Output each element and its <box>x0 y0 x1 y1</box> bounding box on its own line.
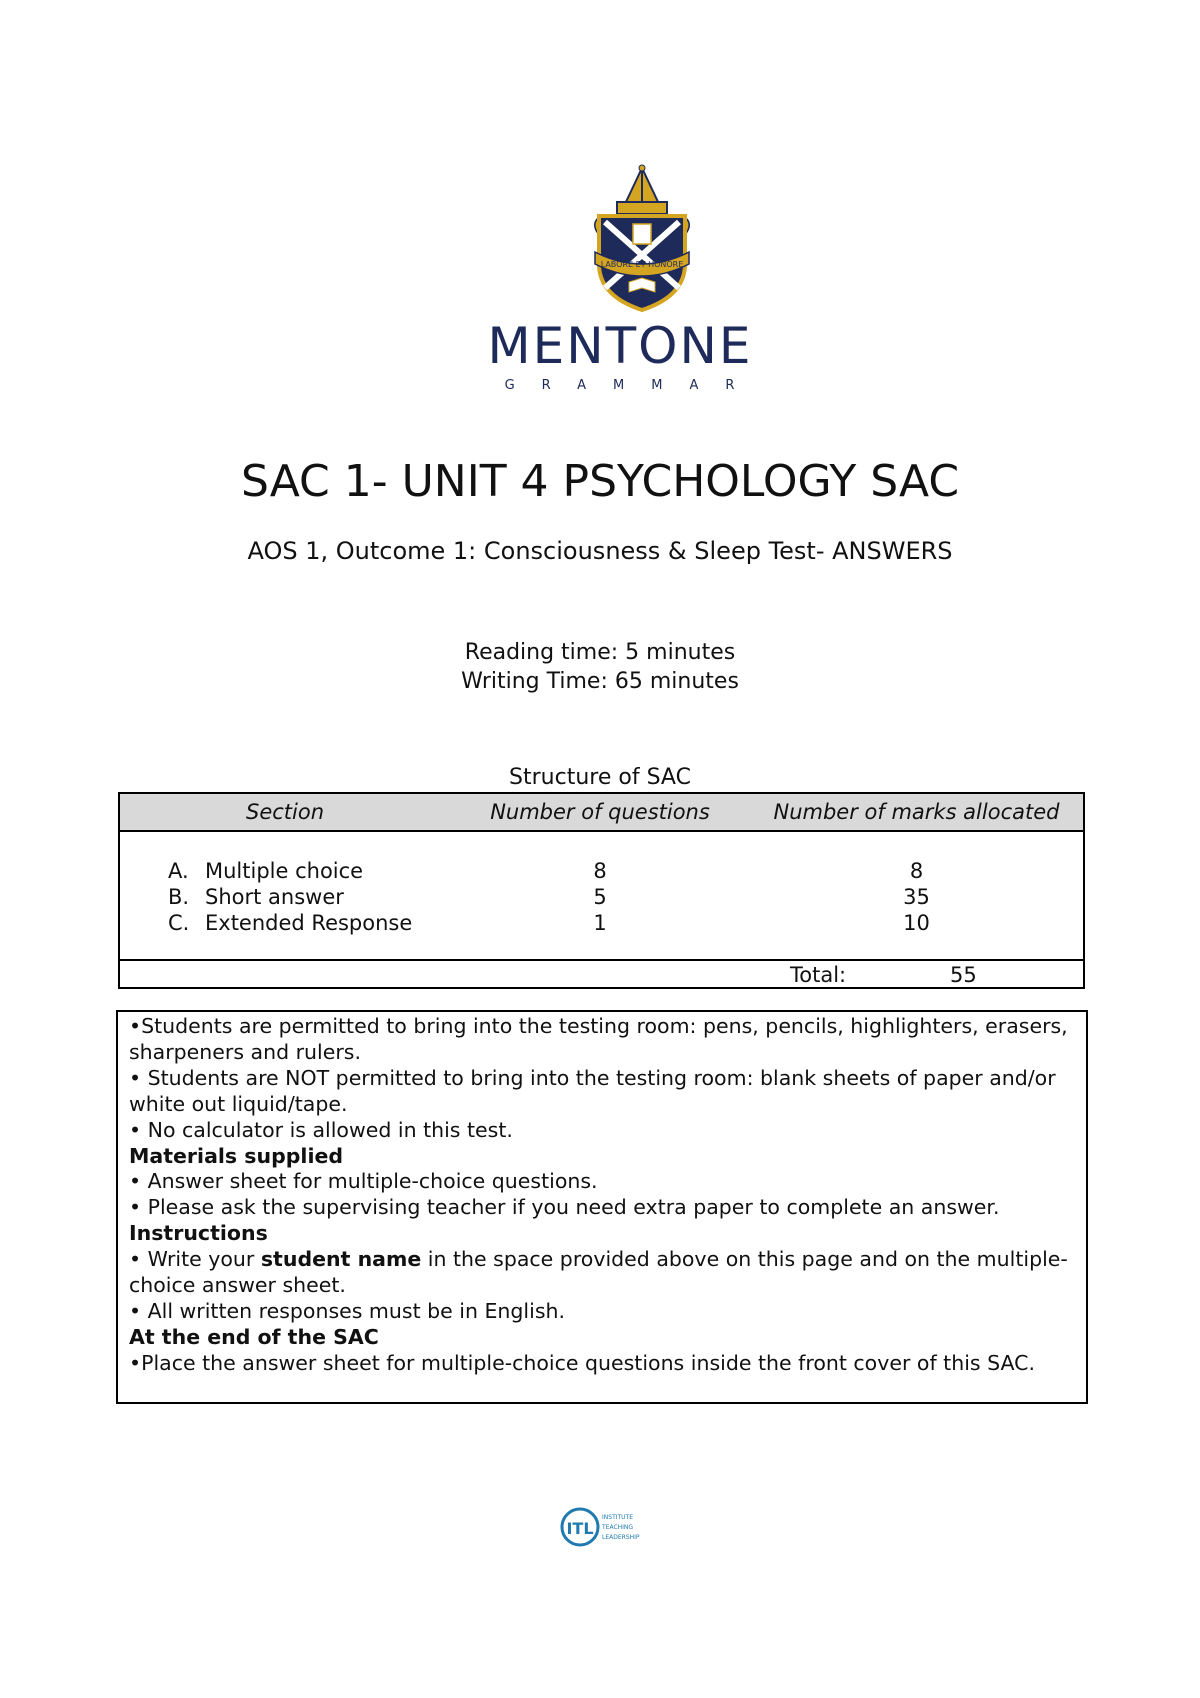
row-section: Multiple choice <box>205 859 364 883</box>
end-heading: At the end of the SAC <box>129 1324 379 1349</box>
rules-box <box>116 1010 1088 1404</box>
header-marks: Number of marks allocated <box>773 800 1060 824</box>
row-questions: 8 <box>593 859 607 883</box>
rule-calculator: • No calculator is allowed in this test. <box>129 1117 513 1142</box>
row-letter: C. <box>168 911 190 935</box>
row-letter: B. <box>168 885 190 909</box>
table-row <box>120 885 1083 911</box>
materials-heading: Materials supplied <box>129 1143 344 1168</box>
instruction-name-bold: student name <box>260 1247 422 1272</box>
instruction-english: • All written responses must be in English. <box>129 1298 566 1323</box>
structure-caption: Structure of SAC <box>509 765 691 790</box>
instruction-name-post: in the space provided above on this page and on the multiple-choice answer sheet. <box>129 1247 1068 1298</box>
row-marks: 8 <box>909 859 924 883</box>
writing-time: Writing Time: 65 minutes <box>461 669 739 694</box>
row-marks: 10 <box>903 911 930 935</box>
instruction-student-name <box>129 1247 1076 1299</box>
crest-motto: LABORE ET HONORE <box>600 260 684 269</box>
itl-letters: ITL <box>566 1519 594 1538</box>
school-name: MENTONE <box>487 317 753 375</box>
reading-time: Reading time: 5 minutes <box>464 640 736 665</box>
total-value: 55 <box>950 963 977 987</box>
structure-table-header <box>120 794 1083 832</box>
materials-item: • Please ask the supervising teacher if you need extra paper to complete an answer. <box>129 1195 1000 1220</box>
header-questions: Number of questions <box>490 800 710 824</box>
rule-permitted: •Students are permitted to bring into the testing room: pens, pencils, highlighters, erasers, sharpeners and rulers. <box>129 1014 1068 1064</box>
page-subtitle: AOS 1, Outcome 1: Consciousness & Sleep Test- ANSWERS <box>247 537 953 565</box>
rule-not-permitted: • Students are NOT permitted to bring into the testing room: blank sheets of paper and/or white out liquid/tape. <box>129 1065 1056 1116</box>
table-row <box>120 859 1083 885</box>
end-text: •Place the answer sheet for multiple-choice questions inside the front cover of this SAC. <box>129 1350 1035 1375</box>
school-name-sub: GRAMMAR <box>504 378 762 393</box>
materials-item: • Answer sheet for multiple-choice questions. <box>129 1169 598 1194</box>
instruction-name-pre: • Write your <box>129 1247 261 1272</box>
table-row <box>120 911 1083 937</box>
school-crest-logo <box>587 164 697 314</box>
row-questions: 5 <box>593 885 607 909</box>
row-letter: A. <box>168 859 189 883</box>
row-section: Short answer <box>205 885 344 909</box>
instructions-heading: Instructions <box>129 1221 268 1246</box>
itl-line2: TEACHING <box>602 1524 634 1531</box>
itl-line3: LEADERSHIP <box>602 1534 640 1541</box>
row-questions: 1 <box>593 911 607 935</box>
structure-table <box>118 792 1085 989</box>
header-section: Section <box>245 800 325 824</box>
structure-table-total <box>120 959 1083 987</box>
itl-logo <box>560 1505 650 1549</box>
page-title: SAC 1- UNIT 4 PSYCHOLOGY SAC <box>240 456 960 507</box>
itl-line1: INSTITUTE <box>602 1514 634 1521</box>
total-label: Total: <box>790 963 847 987</box>
school-wordmark <box>460 318 780 393</box>
row-section: Extended Response <box>205 911 413 935</box>
row-marks: 35 <box>903 885 930 909</box>
